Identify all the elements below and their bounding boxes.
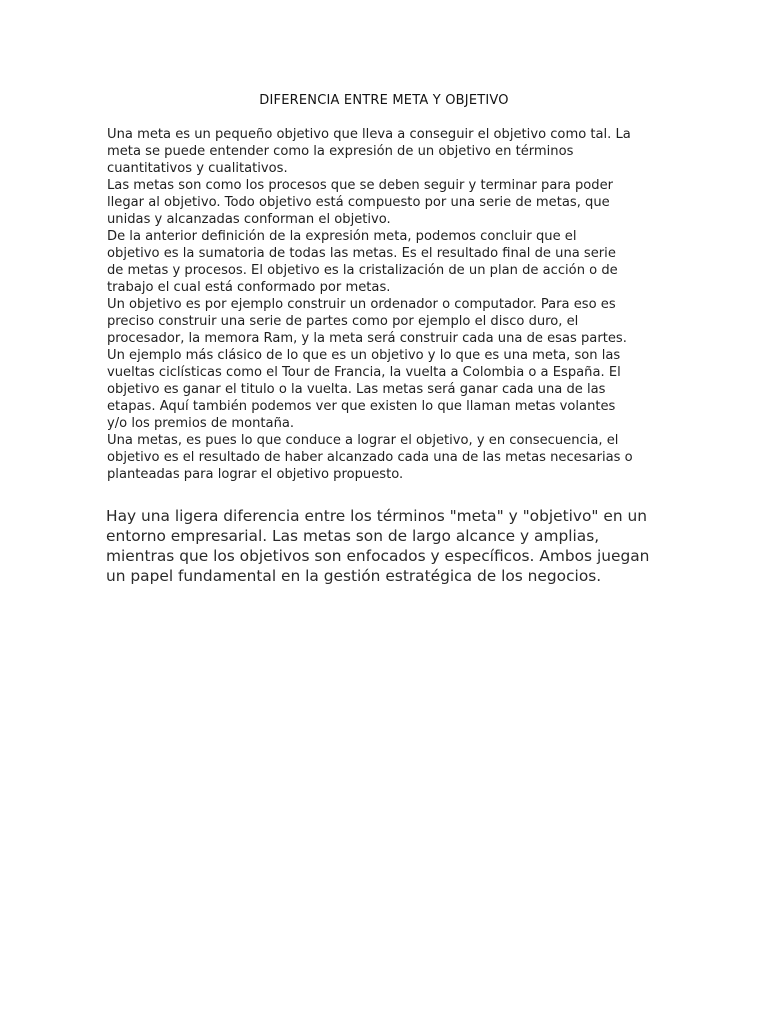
- body-line: planteadas para lograr el objetivo propuesto.: [107, 467, 404, 482]
- body-line: trabajo el cual está conformado por metas.: [107, 280, 391, 295]
- summary-paragraph: [106, 506, 686, 586]
- body-paragraphs: [107, 126, 677, 483]
- body-line: objetivo es ganar el titulo o la vuelta. Las metas será ganar cada una de las: [107, 382, 606, 397]
- body-line: y/o los premios de montaña.: [107, 416, 295, 431]
- summary-line: Hay una ligera diferencia entre los términos "meta" y "objetivo" en un: [106, 507, 648, 525]
- body-line: De la anterior definición de la expresión meta, podemos concluir que el: [107, 229, 577, 244]
- body-line: unidas y alcanzadas conforman el objetivo.: [107, 212, 391, 227]
- body-line: Una meta es un pequeño objetivo que lleva a conseguir el objetivo como tal. La: [107, 127, 631, 142]
- body-line: vueltas ciclísticas como el Tour de Francia, la vuelta a Colombia o a España. El: [107, 365, 621, 380]
- body-line: cuantitativos y cualitativos.: [107, 161, 288, 176]
- body-line: de metas y procesos. El objetivo es la cristalización de un plan de acción o de: [107, 263, 618, 278]
- summary-line: un papel fundamental en la gestión estratégica de los negocios.: [106, 567, 602, 585]
- summary-line: entorno empresarial. Las metas son de largo alcance y amplias,: [106, 527, 600, 545]
- summary-line: mientras que los objetivos son enfocados y específicos. Ambos juegan: [106, 547, 650, 565]
- body-line: Un ejemplo más clásico de lo que es un objetivo y lo que es una meta, son las: [107, 348, 621, 363]
- body-line: objetivo es el resultado de haber alcanzado cada una de las metas necesarias o: [107, 450, 633, 465]
- body-line: preciso construir una serie de partes como por ejemplo el disco duro, el: [107, 314, 579, 329]
- body-line: meta se puede entender como la expresión de un objetivo en términos: [107, 144, 574, 159]
- body-line: procesador, la memora Ram, y la meta será construir cada una de esas partes.: [107, 331, 627, 346]
- body-line: Las metas son como los procesos que se deben seguir y terminar para poder: [107, 178, 614, 193]
- body-line: llegar al objetivo. Todo objetivo está compuesto por una serie de metas, que: [107, 195, 610, 210]
- body-line: objetivo es la sumatoria de todas las metas. Es el resultado final de una serie: [107, 246, 616, 261]
- body-line: etapas. Aquí también podemos ver que existen lo que llaman metas volantes: [107, 399, 616, 414]
- document-title: DIFERENCIA ENTRE META Y OBJETIVO: [259, 93, 509, 108]
- body-line: Un objetivo es por ejemplo construir un ordenador o computador. Para eso es: [107, 297, 616, 312]
- body-line: Una metas, es pues lo que conduce a lograr el objetivo, y en consecuencia, el: [107, 433, 619, 448]
